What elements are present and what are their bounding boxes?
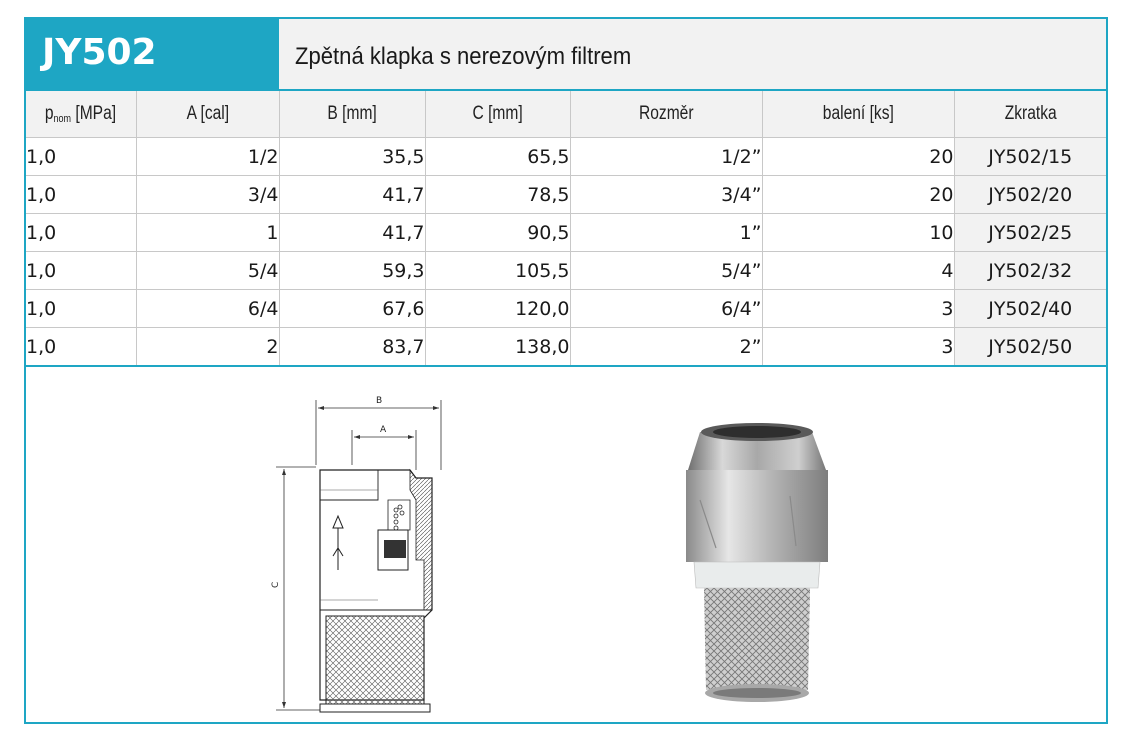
table-row [26, 214, 1106, 252]
cell-zkratka[interactable]: JY502/20 [954, 176, 1106, 214]
cell-zkratka[interactable]: JY502/15 [954, 138, 1106, 176]
cell-pressure: 1,0 [26, 252, 136, 290]
cell-a: 3/4 [136, 176, 279, 214]
cell-zkratka[interactable]: JY502/32 [954, 252, 1106, 290]
product-code-box [26, 19, 279, 89]
col-header-c: C [mm] [425, 91, 570, 138]
cell-a: 2 [136, 328, 279, 367]
table-row [26, 138, 1106, 176]
cell-a: 1 [136, 214, 279, 252]
cell-c: 78,5 [425, 176, 570, 214]
dimension-b-label: B [376, 396, 383, 406]
cell-b: 41,7 [279, 214, 425, 252]
cell-c: 105,5 [425, 252, 570, 290]
cell-zkratka[interactable]: JY502/50 [954, 328, 1106, 367]
cell-b: 35,5 [279, 138, 425, 176]
cell-b: 41,7 [279, 176, 425, 214]
product-header [26, 19, 1106, 91]
table-row [26, 176, 1106, 214]
cell-zkratka[interactable]: JY502/40 [954, 290, 1106, 328]
cell-pressure: 1,0 [26, 328, 136, 367]
cell-rozmer: 3/4” [570, 176, 762, 214]
cell-b: 83,7 [279, 328, 425, 367]
col-header-pressure [26, 91, 136, 138]
specs-table [26, 91, 1106, 367]
cell-rozmer: 5/4” [570, 252, 762, 290]
cell-rozmer: 6/4” [570, 290, 762, 328]
cell-c: 120,0 [425, 290, 570, 328]
cell-pressure: 1,0 [26, 214, 136, 252]
cell-b: 59,3 [279, 252, 425, 290]
col-header-a: A [cal] [136, 91, 279, 138]
dimension-a-label: A [380, 425, 387, 435]
cell-pressure: 1,0 [26, 176, 136, 214]
cell-rozmer: 2” [570, 328, 762, 367]
col-header-rozmer: Rozměr [570, 91, 762, 138]
table-row [26, 328, 1106, 367]
col-header-b: B [mm] [279, 91, 425, 138]
cell-baleni: 20 [762, 138, 954, 176]
pressure-subscript: nom [53, 113, 72, 125]
pressure-unit: [MPa] [75, 103, 117, 124]
cell-a: 1/2 [136, 138, 279, 176]
cell-a: 5/4 [136, 252, 279, 290]
cell-baleni: 4 [762, 252, 954, 290]
technical-drawing [240, 385, 460, 720]
cell-rozmer: 1” [570, 214, 762, 252]
product-title: Zpětná klapka s nerezovým filtrem [295, 43, 632, 70]
dimension-c-label: C [271, 581, 281, 588]
cell-b: 67,6 [279, 290, 425, 328]
cell-baleni: 3 [762, 328, 954, 367]
cell-rozmer: 1/2” [570, 138, 762, 176]
cell-c: 138,0 [425, 328, 570, 367]
col-header-zkratka: Zkratka [954, 91, 1106, 138]
product-code: JY502 [42, 32, 157, 73]
cell-baleni: 3 [762, 290, 954, 328]
cell-zkratka[interactable]: JY502/25 [954, 214, 1106, 252]
cell-pressure: 1,0 [26, 290, 136, 328]
table-row [26, 252, 1106, 290]
product-photo [665, 410, 850, 710]
cell-a: 6/4 [136, 290, 279, 328]
pressure-symbol: p [45, 103, 54, 124]
cell-baleni: 10 [762, 214, 954, 252]
product-title-box [279, 19, 1106, 89]
cell-baleni: 20 [762, 176, 954, 214]
table-header-row [26, 91, 1106, 138]
product-card [24, 17, 1108, 724]
col-header-baleni: balení [ks] [762, 91, 954, 138]
cell-c: 90,5 [425, 214, 570, 252]
table-row [26, 290, 1106, 328]
cell-pressure: 1,0 [26, 138, 136, 176]
cell-c: 65,5 [425, 138, 570, 176]
